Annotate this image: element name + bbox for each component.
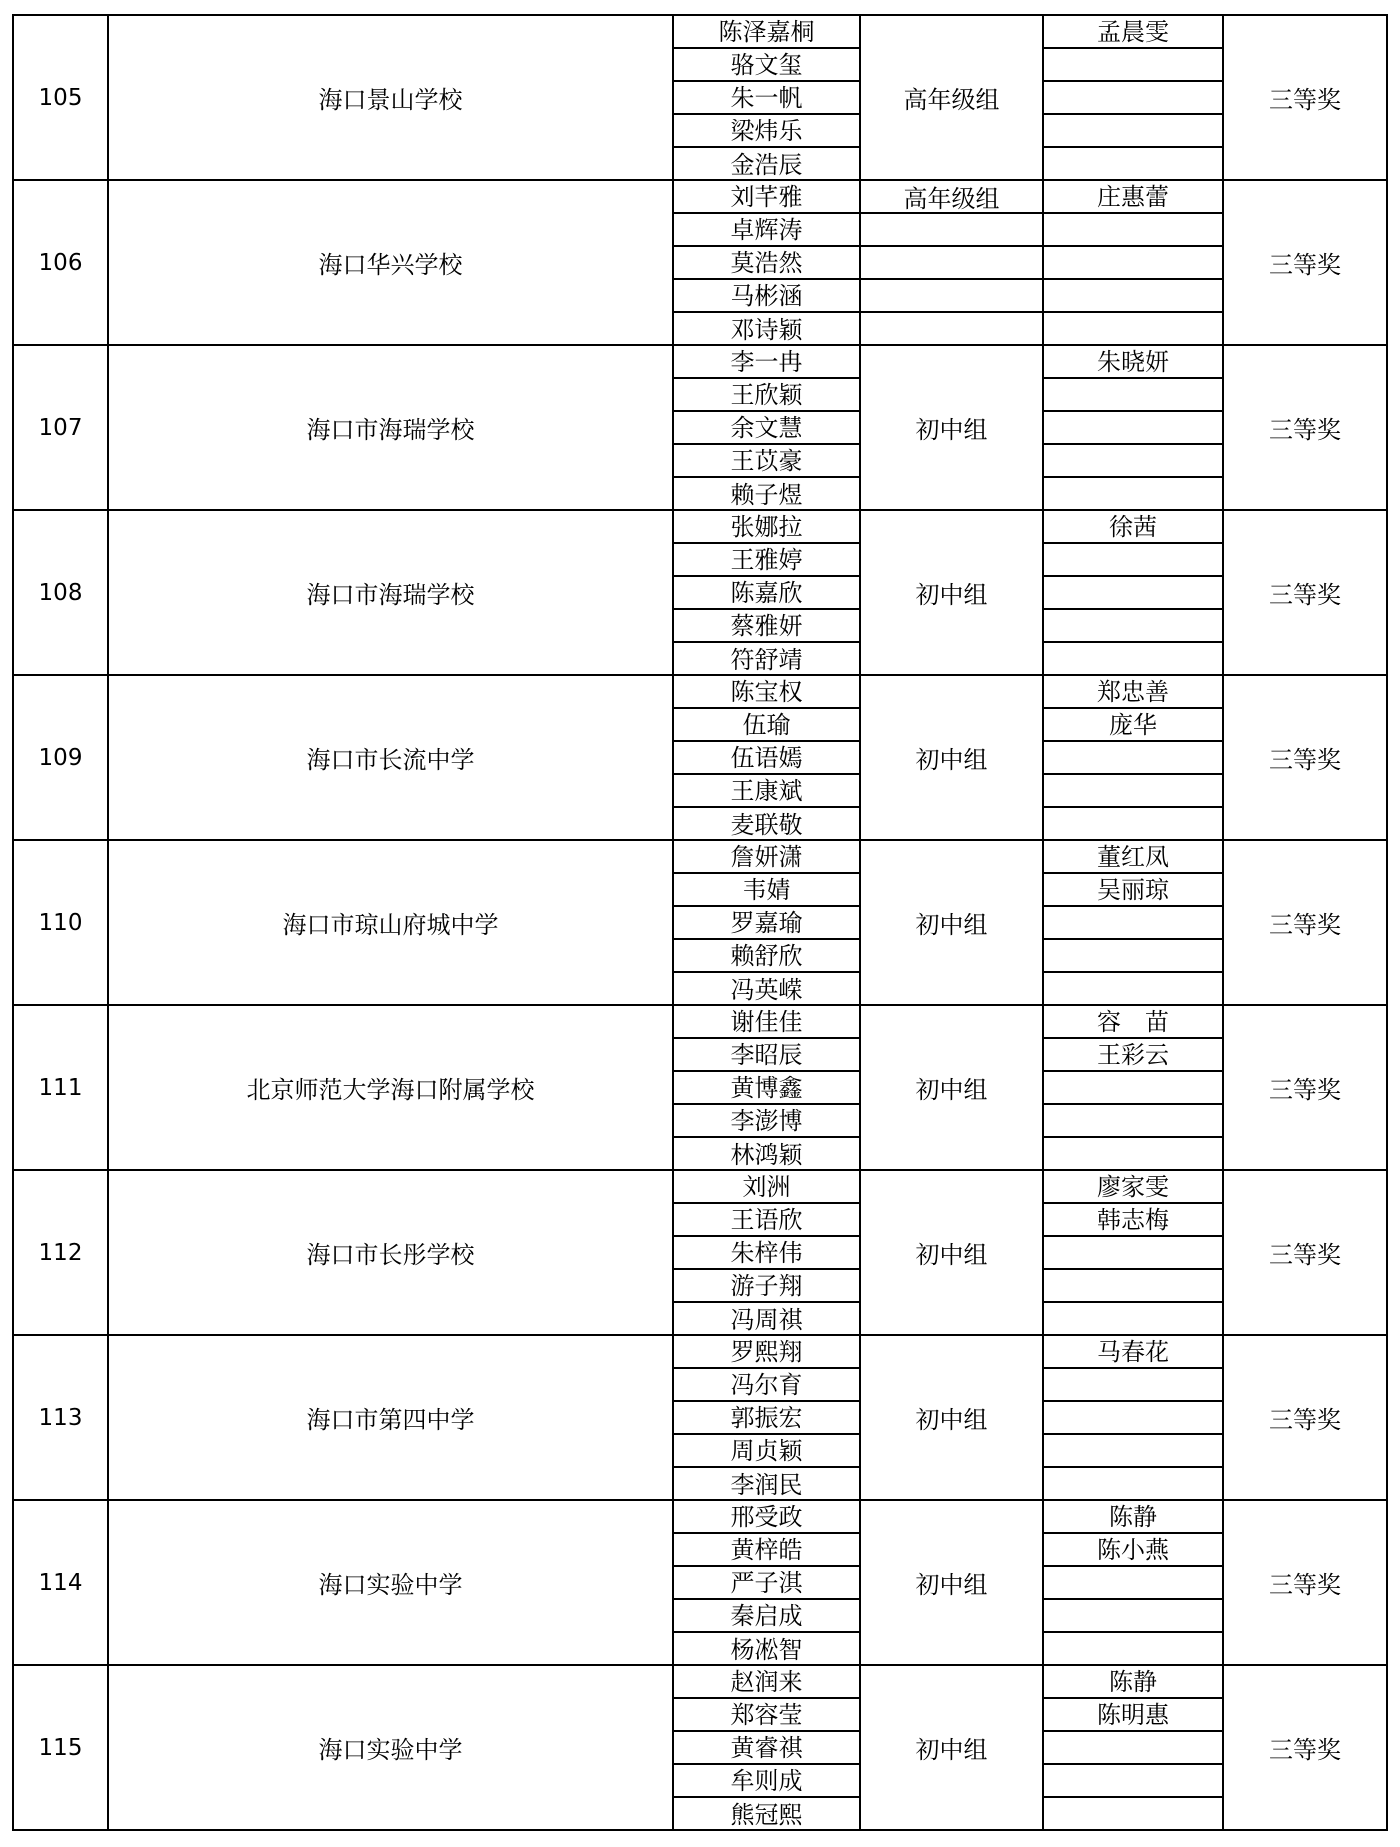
group-cell <box>861 1666 1044 1829</box>
teacher-list <box>1044 676 1224 839</box>
student-name: 罗嘉瑜 <box>674 907 859 940</box>
school-name: 海口实验中学 <box>109 1501 674 1664</box>
school-name: 海口市海瑞学校 <box>109 346 674 509</box>
student-name: 蔡雅妍 <box>674 610 859 643</box>
table-row <box>12 676 1388 841</box>
table-row <box>12 14 1388 181</box>
student-name: 李澎博 <box>674 1105 859 1138</box>
row-number: 115 <box>14 1666 109 1829</box>
student-name: 王语欣 <box>674 1204 859 1237</box>
student-name: 周贞颖 <box>674 1435 859 1468</box>
table-row <box>12 346 1388 511</box>
student-list <box>674 676 861 839</box>
student-list <box>674 181 861 344</box>
teacher-name <box>1044 1600 1222 1633</box>
student-name: 朱一帆 <box>674 82 859 115</box>
teacher-name: 韩志梅 <box>1044 1204 1222 1237</box>
teacher-name: 徐茜 <box>1044 511 1222 544</box>
student-name: 符舒靖 <box>730 645 803 674</box>
row-number: 112 <box>14 1171 109 1334</box>
student-list <box>674 1336 861 1499</box>
group-cell <box>861 1171 1044 1334</box>
group-cell <box>861 1336 1044 1499</box>
teacher-list <box>1044 511 1224 674</box>
student-name: 谢佳佳 <box>674 1006 859 1039</box>
student-name: 冯尔育 <box>674 1369 859 1402</box>
teacher-name <box>1044 280 1222 313</box>
student-name: 邢受政 <box>674 1501 859 1534</box>
teacher-name <box>1044 1567 1222 1600</box>
teacher-name <box>1044 907 1222 940</box>
table-row <box>12 1336 1388 1501</box>
group-label: 高年级组 <box>903 86 1000 114</box>
teacher-name <box>1044 940 1222 973</box>
group-cell <box>861 346 1044 509</box>
teacher-name <box>1044 115 1222 148</box>
award-level: 三等奖 <box>1269 1736 1341 1764</box>
student-name: 严子淇 <box>674 1567 859 1600</box>
student-name: 赵润来 <box>674 1666 859 1699</box>
school-name: 海口市海瑞学校 <box>109 511 674 674</box>
student-name: 黄睿祺 <box>674 1732 859 1765</box>
teacher-name <box>1044 1270 1222 1303</box>
teacher-name: 容 苗 <box>1044 1006 1222 1039</box>
row-number: 108 <box>14 511 109 674</box>
teacher-name <box>1044 49 1222 82</box>
student-name: 冯英嵘 <box>730 975 803 1004</box>
student-name: 张娜拉 <box>674 511 859 544</box>
teacher-list <box>1044 1501 1224 1664</box>
teacher-name: 孟晨雯 <box>1044 16 1222 49</box>
teacher-name <box>1044 379 1222 412</box>
student-list <box>674 1501 861 1664</box>
teacher-name <box>1044 82 1222 115</box>
student-name: 刘芊雅 <box>674 181 859 214</box>
teacher-name: 陈静 <box>1044 1501 1222 1534</box>
student-name: 伍瑜 <box>674 709 859 742</box>
student-name: 骆文玺 <box>674 49 859 82</box>
award-level: 三等奖 <box>1269 1406 1341 1434</box>
teacher-name <box>1044 1105 1222 1138</box>
teacher-name <box>1044 1237 1222 1270</box>
row-number: 106 <box>14 181 109 344</box>
teacher-name: 董红凤 <box>1044 841 1222 874</box>
school-name: 海口华兴学校 <box>109 181 674 344</box>
row-number: 114 <box>14 1501 109 1664</box>
teacher-name <box>1044 478 1222 511</box>
group-label: 初中组 <box>915 746 988 774</box>
table-row <box>12 1171 1388 1336</box>
teacher-list <box>1044 1171 1224 1334</box>
student-name: 金浩辰 <box>730 150 803 179</box>
teacher-name <box>1044 313 1222 346</box>
teacher-name <box>1044 742 1222 775</box>
school-name: 海口市琼山府城中学 <box>109 841 674 1004</box>
table-row <box>12 511 1388 676</box>
teacher-name <box>1044 1072 1222 1105</box>
award-level: 三等奖 <box>1269 581 1341 609</box>
student-name: 黄博鑫 <box>674 1072 859 1105</box>
student-list <box>674 1006 861 1169</box>
student-list <box>674 841 861 1004</box>
teacher-list <box>1044 16 1224 179</box>
teacher-name <box>1044 1732 1222 1765</box>
teacher-name: 王彩云 <box>1044 1039 1222 1072</box>
school-name: 海口实验中学 <box>109 1666 674 1829</box>
group-label: 初中组 <box>915 1406 988 1434</box>
group-cell <box>861 181 1044 344</box>
teacher-name <box>1044 775 1222 808</box>
award-level: 三等奖 <box>1269 416 1341 444</box>
group-cell <box>861 1006 1044 1169</box>
teacher-list <box>1044 841 1224 1004</box>
teacher-name <box>1044 1435 1222 1468</box>
group-cell <box>861 16 1044 179</box>
student-name: 赖舒欣 <box>674 940 859 973</box>
teacher-name: 吴丽琼 <box>1044 874 1222 907</box>
row-number: 113 <box>14 1336 109 1499</box>
teacher-name <box>1044 577 1222 610</box>
school-name: 海口市长流中学 <box>109 676 674 839</box>
teacher-name <box>1044 1138 1222 1171</box>
student-name: 罗熙翔 <box>674 1336 859 1369</box>
student-name: 卓辉涛 <box>674 214 859 247</box>
school-name: 海口景山学校 <box>109 16 674 179</box>
row-number: 107 <box>14 346 109 509</box>
student-name: 王雅婷 <box>674 544 859 577</box>
award-level: 三等奖 <box>1269 86 1341 114</box>
teacher-name: 廖家雯 <box>1044 1171 1222 1204</box>
student-name: 李一冉 <box>674 346 859 379</box>
teacher-name: 庄惠蕾 <box>1044 181 1222 214</box>
student-name: 陈嘉欣 <box>674 577 859 610</box>
award-table <box>12 14 1388 1831</box>
teacher-list <box>1044 1336 1224 1499</box>
student-name: 陈泽嘉桐 <box>674 16 859 49</box>
row-number: 109 <box>14 676 109 839</box>
teacher-name: 郑忠善 <box>1044 676 1222 709</box>
student-list <box>674 1666 861 1829</box>
teacher-name <box>1044 412 1222 445</box>
teacher-name <box>1044 1765 1222 1798</box>
student-name: 李润民 <box>730 1470 803 1499</box>
student-name: 王欣颖 <box>674 379 859 412</box>
award-level: 三等奖 <box>1269 251 1341 279</box>
teacher-name: 朱晓妍 <box>1044 346 1222 379</box>
student-name: 杨凇智 <box>730 1635 803 1664</box>
teacher-name <box>1044 973 1222 1006</box>
teacher-name <box>1044 1633 1222 1666</box>
teacher-name: 陈静 <box>1044 1666 1222 1699</box>
student-name: 秦启成 <box>674 1600 859 1633</box>
school-name: 北京师范大学海口附属学校 <box>109 1006 674 1169</box>
table-row <box>12 1006 1388 1171</box>
group-empty-cell <box>861 280 1042 313</box>
group-label: 初中组 <box>915 416 988 444</box>
school-name: 海口市长彤学校 <box>109 1171 674 1334</box>
group-cell <box>861 1501 1044 1664</box>
row-number: 105 <box>14 16 109 179</box>
table-row <box>12 841 1388 1006</box>
award-level: 三等奖 <box>1269 911 1341 939</box>
student-name: 梁炜乐 <box>674 115 859 148</box>
teacher-name <box>1044 1402 1222 1435</box>
award-level: 三等奖 <box>1269 1076 1341 1104</box>
student-name: 黄梓皓 <box>674 1534 859 1567</box>
student-name: 莫浩然 <box>674 247 859 280</box>
group-label: 初中组 <box>915 1076 988 1104</box>
student-name: 詹妍潇 <box>674 841 859 874</box>
teacher-name <box>1044 643 1222 676</box>
group-empty-cell <box>861 214 1042 247</box>
student-name: 马彬涵 <box>674 280 859 313</box>
table-row <box>12 181 1388 346</box>
teacher-name <box>1044 445 1222 478</box>
student-name: 游子翔 <box>674 1270 859 1303</box>
group-cell <box>861 511 1044 674</box>
teacher-list <box>1044 1006 1224 1169</box>
teacher-name <box>1044 1468 1222 1501</box>
teacher-name <box>1044 610 1222 643</box>
teacher-name: 陈明惠 <box>1044 1699 1222 1732</box>
student-name: 李昭辰 <box>674 1039 859 1072</box>
group-empty-cell <box>861 247 1042 280</box>
teacher-name <box>1044 247 1222 280</box>
student-name: 伍语嫣 <box>674 742 859 775</box>
student-list <box>674 511 861 674</box>
student-name: 邓诗颖 <box>730 315 803 344</box>
table-row <box>12 1501 1388 1666</box>
school-name: 海口市第四中学 <box>109 1336 674 1499</box>
student-name: 朱梓伟 <box>674 1237 859 1270</box>
teacher-name <box>1044 214 1222 247</box>
award-level: 三等奖 <box>1269 1241 1341 1269</box>
teacher-name <box>1044 808 1222 841</box>
student-name: 郑容莹 <box>674 1699 859 1732</box>
teacher-name <box>1044 1798 1222 1831</box>
teacher-name: 马春花 <box>1044 1336 1222 1369</box>
teacher-name: 陈小燕 <box>1044 1534 1222 1567</box>
award-level: 三等奖 <box>1269 1571 1341 1599</box>
table-row <box>12 1666 1388 1831</box>
group-label: 初中组 <box>915 1571 988 1599</box>
student-name: 赖子煜 <box>730 480 803 509</box>
student-name: 刘洲 <box>674 1171 859 1204</box>
group-label: 初中组 <box>915 581 988 609</box>
student-name: 麦联敬 <box>730 810 803 839</box>
group-label: 初中组 <box>915 1736 988 1764</box>
student-name: 冯周祺 <box>730 1305 803 1334</box>
student-name: 余文慧 <box>674 412 859 445</box>
group-label: 初中组 <box>915 1241 988 1269</box>
row-number: 110 <box>14 841 109 1004</box>
student-list <box>674 346 861 509</box>
student-list <box>674 16 861 179</box>
group-label: 初中组 <box>915 911 988 939</box>
student-name: 陈宝权 <box>674 676 859 709</box>
teacher-list <box>1044 181 1224 344</box>
teacher-name <box>1044 1303 1222 1336</box>
student-name: 林鸿颖 <box>730 1140 803 1169</box>
teacher-name <box>1044 544 1222 577</box>
student-name: 王康斌 <box>674 775 859 808</box>
student-name: 牟则成 <box>674 1765 859 1798</box>
teacher-list <box>1044 1666 1224 1829</box>
student-name: 韦婧 <box>674 874 859 907</box>
row-number: 111 <box>14 1006 109 1169</box>
group-label: 高年级组 <box>861 181 1042 214</box>
teacher-list <box>1044 346 1224 509</box>
award-level: 三等奖 <box>1269 746 1341 774</box>
teacher-name <box>1044 148 1222 181</box>
student-list <box>674 1171 861 1334</box>
student-name: 郭振宏 <box>674 1402 859 1435</box>
group-cell <box>861 841 1044 1004</box>
group-cell <box>861 676 1044 839</box>
teacher-name: 庞华 <box>1044 709 1222 742</box>
group-empty-cell <box>861 313 1042 346</box>
student-name: 王苡豪 <box>674 445 859 478</box>
teacher-name <box>1044 1369 1222 1402</box>
student-name: 熊冠熙 <box>730 1800 803 1829</box>
